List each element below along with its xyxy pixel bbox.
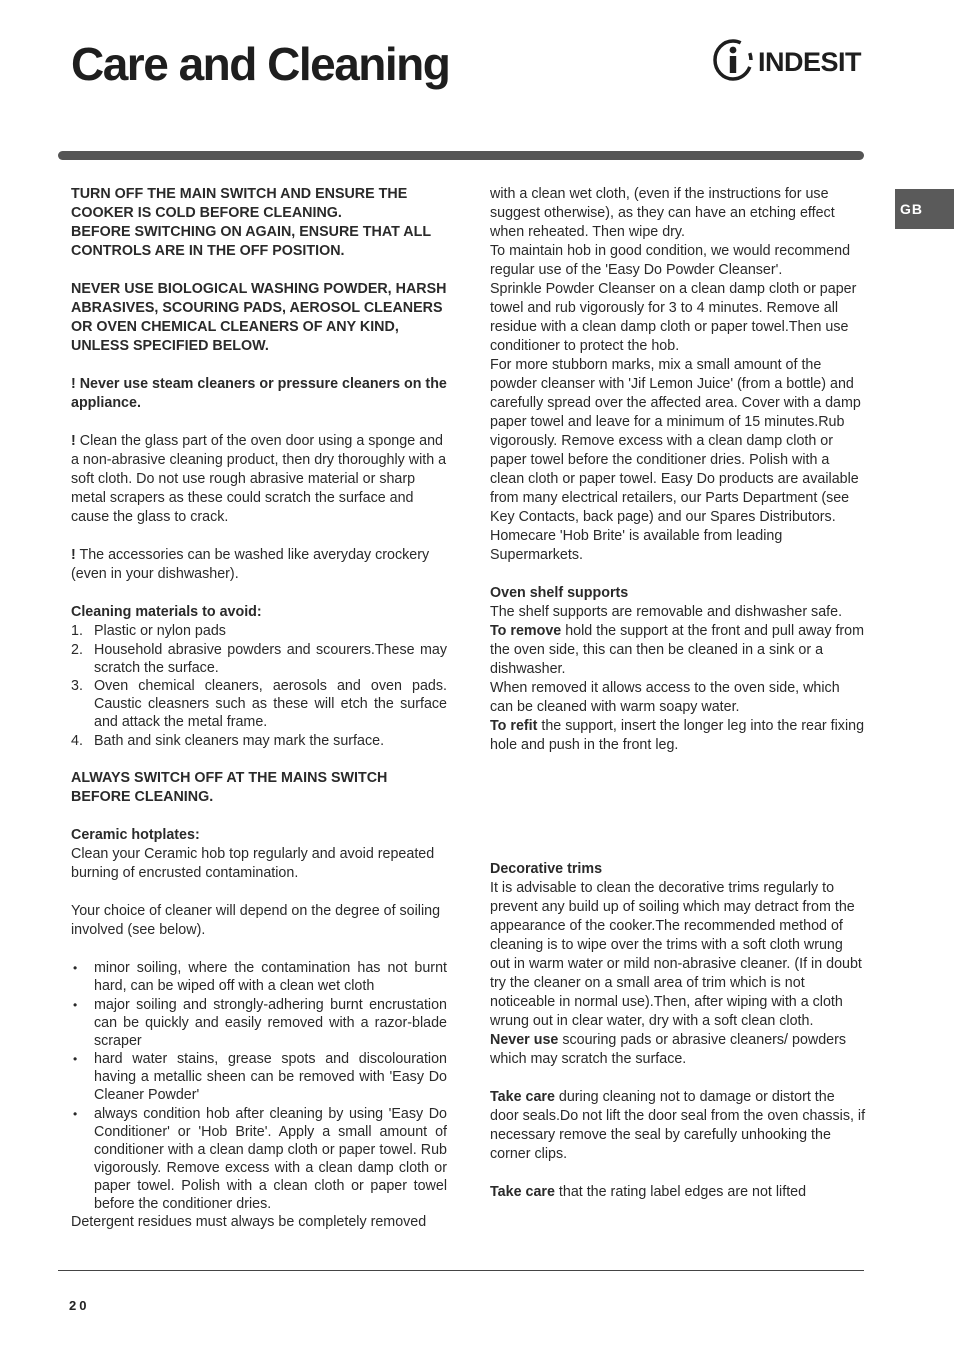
refit-label: To refit (490, 718, 538, 734)
shelf-supports-heading: Oven shelf supports (490, 585, 629, 601)
ceramic-paragraph: Clean your Ceramic hob top regularly and avoid repeated burning of encrusted contamination. (71, 846, 435, 881)
bullet-icon: • (73, 997, 78, 1012)
list-text: Oven chemical cleaners, aerosols and oven pads. Caustic cleasners such as these will etch the surface and attack the metal frame. (94, 678, 447, 730)
accessories-note (71, 546, 447, 584)
warning-no-harsh-cleaners: NEVER USE BIOLOGICAL WASHING POWDER, HARSH ABRASIVES, SCOURING PADS, AEROSOL CLEANERS OR OVEN CHEMICAL CLEANERS OF ANY KIND, UNLESS SPECIFIED BELOW. (71, 281, 447, 354)
list-item (71, 1105, 447, 1213)
glass-cleaning-note (71, 432, 447, 527)
remove-label: To remove (490, 623, 562, 639)
bullet-icon: • (73, 1052, 78, 1066)
refit-instructions (490, 717, 866, 755)
warning-no-steam-cleaners: ! Never use steam cleaners or pressure cleaners on the appliance. (71, 376, 447, 411)
page-title: Care and Cleaning (71, 38, 450, 90)
bullet-icon: • (73, 961, 78, 975)
indesit-logo (712, 38, 864, 82)
accessories-text: The accessories can be washed like averyday crockery (even in your dishwasher). (71, 547, 430, 582)
list-text: minor soiling, where the contamination has not burnt hard, can be wiped off with a clean wet cloth (94, 960, 447, 994)
left-column (71, 185, 447, 1232)
remove-instructions (490, 622, 866, 679)
list-text: major soiling and strongly-adhering burnt encrustation can be quickly and easily removed with a razor-blade scraper (94, 996, 447, 1049)
language-tab: GB (895, 189, 954, 229)
door-seal-text: during cleaning not to damage or distort the door seals.Do not lift the door seal from the oven chassis, if necessary remove the seal by carefully unhooking the corner clips. (490, 1089, 866, 1162)
take-care-label: Take care (490, 1184, 555, 1200)
take-care-label: Take care (490, 1089, 555, 1105)
glass-cleaning-text: Clean the glass part of the oven door using a sponge and a non-abrasive cleaning product, then dry thoroughly with a soft cloth. Do not use rough abrasive material or sharp metal scrapers as these could scratch the surface and cause the glass to crack. (71, 433, 447, 525)
decorative-trims-paragraph: It is advisable to clean the decorative trims regularly to prevent any build up of soiling which may detract from the appearance of the cooker.The recommended method of cleaning is to wipe over the trims with a soft cloth wrung out in warm water or mild non-abrasive cleaner. (If in doubt try the cleaner on a small area of trim which is not noticeable in normal use).Then, after wiping with a cloth wrung out in clear water, dry with a soft clean cloth. (490, 880, 862, 1029)
powder-cleanser-paragraph: Sprinkle Powder Cleanser on a clean damp cloth or paper towel and rub vigorously for 3 to 4 minutes. Remove all residue with a clean damp cloth or paper towel.Then use conditioner to protect the hob. (490, 281, 857, 354)
decorative-trims-heading: Decorative trims (490, 861, 603, 877)
list-item (71, 677, 447, 731)
ceramic-heading: Ceramic hotplates: (71, 827, 200, 843)
warning-mark: ! (71, 547, 76, 563)
header-divider (58, 151, 864, 160)
avoid-heading: Cleaning materials to avoid: (71, 604, 262, 620)
never-use-text: scouring pads or abrasive cleaners/ powders which may scratch the surface. (490, 1032, 847, 1067)
oven-side-paragraph: When removed it allows access to the oven side, which can be cleaned with warm soapy water. (490, 680, 840, 715)
footer-divider (58, 1270, 864, 1271)
indesit-logo-icon (712, 38, 864, 82)
list-item (71, 996, 447, 1050)
list-item (71, 622, 447, 640)
list-text: Plastic or nylon pads (94, 623, 226, 639)
list-number: 1. (71, 623, 83, 639)
list-text: Household abrasive powders and scourers.These may scratch the surface. (94, 641, 447, 676)
list-text: always condition hob after cleaning by using 'Easy Do Conditioner' or 'Hob Brite'. Apply a small amount of conditioner with a clean damp cloth or paper towel. Rub vigorously. Remove excess with a clean damp cloth or paper towel. Polish with a clean cloth or paper towel before the conditioner dries. (94, 1105, 447, 1212)
list-item (71, 1050, 447, 1104)
warning-controls-off: BEFORE SWITCHING ON AGAIN, ENSURE THAT ALL CONTROLS ARE IN THE OFF POSITION. (71, 224, 431, 259)
brand-wordmark: INDESIT (758, 47, 862, 77)
never-use-label: Never use (490, 1032, 559, 1048)
list-item (71, 959, 447, 995)
refit-text: the support, insert the longer leg into the rear fixing hole and push in the front leg. (490, 718, 865, 753)
list-number: 2. (71, 641, 83, 658)
warning-mark: ! (71, 433, 76, 449)
rating-label-paragraph (490, 1183, 866, 1202)
maintain-hob-paragraph: To maintain hob in good condition, we would recommend regular use of the 'Easy Do Powder Cleanser'. (490, 243, 851, 278)
warning-mains-switch: ALWAYS SWITCH OFF AT THE MAINS SWITCH BEFORE CLEANING. (71, 770, 388, 805)
continuation-paragraph: with a clean wet cloth, (even if the instructions for use suggest otherwise), as they can have an etching effect when reheated. Then wipe dry. (490, 186, 835, 240)
stubborn-marks-paragraph: For more stubborn marks, mix a small amount of the powder cleanser with 'Jif Lemon Juice' (from a bottle) and carefully spread over the affected area. Cover with a damp paper towel and leave for a minimum of 15 minutes.Rub vigorously. Remove excess with a clean damp cloth or paper towel before the conditioner dries. Polish with a clean cloth or paper towel. Easy Do products are available from many electrical retailers, our Parts Department (see Key Contacts, back page) and our Spares Distributors. Homecare 'Hob Brite' is available from leading Supermarkets. (490, 357, 861, 563)
detergent-paragraph: Detergent residues must always be completely removed (71, 1214, 427, 1230)
list-item (71, 641, 447, 677)
list-number: 3. (71, 678, 83, 694)
never-use-paragraph (490, 1031, 866, 1069)
avoid-list (71, 622, 447, 750)
bullet-icon: • (73, 1106, 78, 1121)
rating-label-text: that the rating label edges are not lifted (554, 1184, 807, 1200)
list-item (71, 732, 447, 750)
warning-switch-off: TURN OFF THE MAIN SWITCH AND ENSURE THE COOKER IS COLD BEFORE CLEANING. (71, 186, 408, 221)
soiling-list (71, 959, 447, 1213)
door-seal-paragraph (490, 1088, 866, 1164)
page-number: 20 (69, 1298, 90, 1313)
list-text: Bath and sink cleaners may mark the surface. (94, 732, 385, 749)
shelf-supports-paragraph: The shelf supports are removable and dishwasher safe. (490, 604, 843, 620)
right-column (490, 185, 866, 1202)
remove-text: hold the support at the front and pull away from the oven side, this can then be cleaned in a sink or a dishwasher. (490, 623, 865, 677)
cleaner-choice-paragraph: Your choice of cleaner will depend on the degree of soiling involved (see below). (71, 903, 441, 938)
list-number: 4. (71, 732, 83, 749)
list-text: hard water stains, grease spots and discolouration having a metallic sheen can be removed with 'Easy Do Cleaner Powder' (94, 1051, 447, 1103)
